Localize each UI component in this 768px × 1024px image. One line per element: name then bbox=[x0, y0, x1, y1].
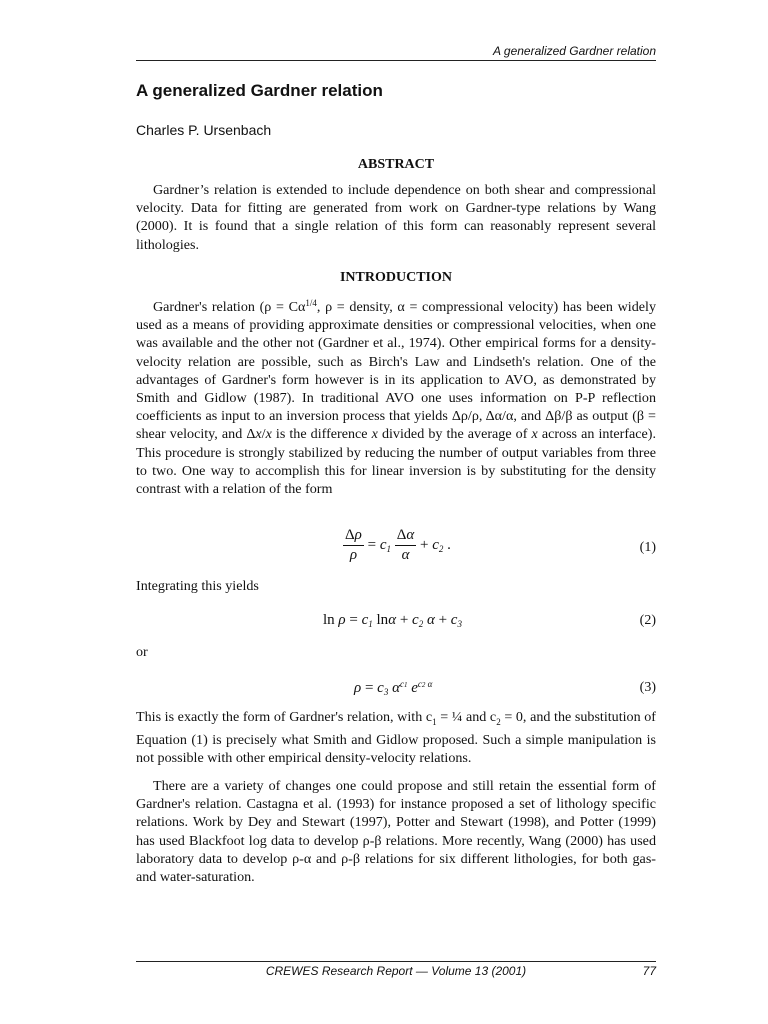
paper-title: A generalized Gardner relation bbox=[136, 81, 383, 100]
abstract-text: Gardner’s relation is extended to include dependence on both shear and compressional velocity. Data for fitting are generated from work on Gardner-type relations by Wang (2000). It is found that a single relation of this form can reasonably represent several lithologies. bbox=[136, 182, 656, 253]
intro-paragraph-3: There are a variety of changes one could propose and still retain the essential form of Gardner's relation. Castagna et al. (1993) for instance proposed a set of lithology specific relations. Work by Dey and Stewart (1997), Potter and Stewart (1998), and Potter (1999) has used Blackfoot log data to develop ρ-β relations. More recently, Wang (2000) has used laboratory data to develop ρ-α and ρ-β relations for six different lithologies, for both gas- and water-saturation. bbox=[136, 778, 656, 886]
footer-rule bbox=[136, 961, 656, 962]
or-text: or bbox=[136, 644, 148, 660]
equation-1: $\frac{\Delta\rho}{\rho}$ = $c_1$ $\frac{\Delta\alpha}{\alpha}$ + $c_2$ . bbox=[345, 527, 451, 563]
abstract-heading: ABSTRACT bbox=[357, 157, 435, 172]
author-name: Charles P. Ursenbach bbox=[136, 122, 272, 138]
introduction-heading: INTRODUCTION bbox=[339, 270, 452, 285]
equation-3-number: (3) bbox=[639, 680, 656, 695]
equation-3: $\rho = c_3$ $\alpha^{c1}$ $e^{c2 \alpha}$ bbox=[354, 679, 433, 697]
equation-1-number: (1) bbox=[639, 540, 656, 555]
intro-paragraph-2: This is exactly the form of Gardner's relation, with $c_1$ = ¼ and $c_2 = 0$, and the substitution of Equation (1) is precisely what Smith and Gidlow proposed. Such a simple manipulation is not possible with other empirical density-velocity relations. bbox=[136, 709, 656, 767]
equation-2-number: (2) bbox=[639, 613, 656, 628]
intro-paragraph-1: Gardner's relation ($\rho = C\alpha^{1/4}$, ρ = density, α = compressional velocity) has been widely used as a means of providing approximate densities or compressional velocities, when one was available and the other not (Gardner et al., 1974). Other empirical forms for a density-velocity relation are possible, such as Birch's Law and Lindseth's relation. One of the advantages of Gardner's form however is in its application to AVO, as demonstrated by Smith and Gidlow (1987). In traditional AVO one uses information on P-P reflection coefficients as input to an inversion process that yields Δρ/ρ, Δα/α, and Δβ/β as output (β = shear velocity, and Δx/x is the difference x divided by the average of x across an interface). This procedure is strongly stabilized by reducing the number of output variables from three to two. One way to accomplish this for linear inversion is by substituting for the density contrast with a relation of the form bbox=[136, 298, 656, 498]
integrating-text: Integrating this yields bbox=[136, 578, 259, 594]
equation-2: $\ln \rho = c_1$ $\ln\alpha + c_2$ $\alpha + c_3$ bbox=[323, 612, 462, 629]
running-head: A generalized Gardner relation bbox=[136, 44, 656, 61]
page-number: 77 bbox=[642, 964, 656, 978]
footer-journal: CREWES Research Report — Volume 13 (2001) bbox=[265, 964, 527, 978]
